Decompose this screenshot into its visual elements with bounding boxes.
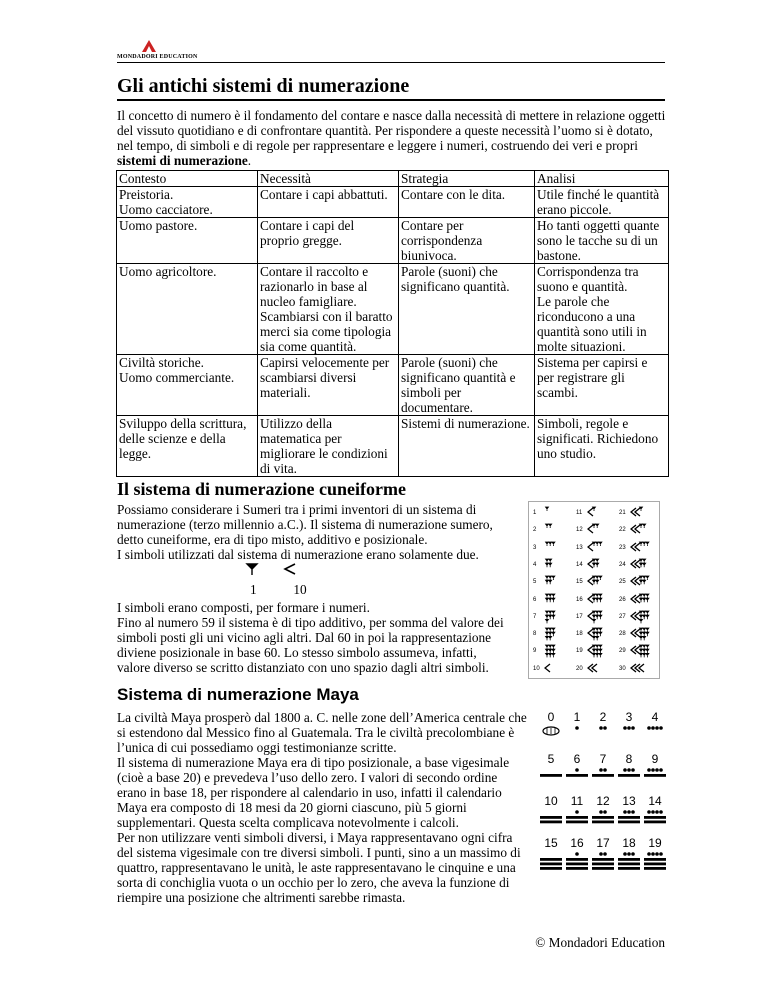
maya-numeral	[590, 836, 616, 876]
cuneiform-number	[576, 610, 616, 624]
cuneiform-para2: I simboli erano composti, per formare i numeri. Fino al numero 59 il sistema è di tipo additivo, per somma del valore dei simboli posti gli uni vicino agli altri. Dal 60 in poi la rappresentazione diviene posizionale in base 60. Lo stesso simbolo assumeva, infatti, valore diverso se scritto distanziato con uno spazio dagli altri simboli.	[117, 600, 504, 675]
maya-glyph-icon	[616, 809, 642, 833]
table-header-cell: Strategia	[399, 171, 535, 187]
publisher-logo	[117, 40, 198, 62]
table-header-cell: Contesto	[117, 171, 258, 187]
maya-numeral-label: 0	[547, 710, 555, 724]
maya-numerals-grid	[538, 710, 668, 870]
table-cell: Contare con le dita.	[399, 187, 535, 218]
cuneiform-symbol-icons	[245, 562, 305, 576]
cuneiform-number-label: 20	[576, 665, 583, 672]
cuneiform-glyph-icon	[630, 627, 658, 641]
table-row	[117, 416, 669, 477]
table-cell: Sviluppo della scrittura, delle scienze e della legge.	[117, 416, 258, 477]
cuneiform-glyph-icon	[630, 662, 658, 676]
maya-numeral	[590, 794, 616, 834]
cuneiform-number	[619, 627, 659, 641]
cuneiform-number-label: 26	[619, 596, 626, 603]
cuneiform-glyph-icon	[544, 662, 572, 676]
cuneiform-glyph-icon	[587, 610, 615, 624]
cuneiform-glyph-icon	[587, 558, 615, 572]
cuneiform-number	[619, 593, 659, 607]
maya-glyph-icon	[616, 725, 642, 749]
cuneiform-number-label: 6	[533, 596, 537, 603]
table-header-cell: Necessità	[258, 171, 399, 187]
table-cell: Parole (suoni) che significano quantità.	[399, 264, 535, 355]
cuneiform-number-label: 19	[576, 648, 583, 655]
cuneiform-number	[619, 644, 659, 658]
maya-heading: Sistema di numerazione Maya	[117, 685, 359, 704]
cuneiform-number-label: 5	[533, 579, 537, 586]
cuneiform-number-label: 24	[619, 561, 626, 568]
cuneiform-glyph-icon	[544, 593, 572, 607]
table-cell: Sistemi di numerazione.	[399, 416, 535, 477]
table-header-cell: Analisi	[535, 171, 669, 187]
maya-glyph-icon	[590, 851, 616, 875]
table-cell: Parole (suoni) che significano quantità e simboli per documentare.	[399, 355, 535, 416]
maya-numeral-label: 15	[544, 836, 558, 850]
table-cell: Preistoria. Uomo cacciatore.	[117, 187, 258, 218]
maya-glyph-icon	[616, 851, 642, 875]
cuneiform-number	[619, 610, 659, 624]
table-row	[117, 218, 669, 264]
table-cell: Civiltà storiche. Uomo commerciante.	[117, 355, 258, 416]
page-title: Gli antichi sistemi di numerazione	[117, 75, 410, 97]
cuneiform-number	[619, 558, 659, 572]
cuneiform-glyph-icon	[587, 593, 615, 607]
cuneiform-number	[533, 558, 573, 572]
cuneiform-glyph-icon	[587, 506, 615, 520]
maya-glyph-icon	[616, 767, 642, 791]
table-cell: Utilizzo della matematica per migliorare le condizioni di vita.	[258, 416, 399, 477]
cuneiform-number-label: 30	[619, 665, 626, 672]
cuneiform-number-label: 15	[576, 579, 583, 586]
intro-bold: sistemi di numerazione	[117, 153, 248, 168]
cuneiform-number	[533, 662, 573, 676]
cuneiform-number-label: 9	[533, 648, 537, 655]
maya-numeral-label: 3	[625, 710, 633, 724]
maya-numeral-label: 1	[573, 710, 581, 724]
cuneiform-number-label: 22	[619, 527, 626, 534]
cuneiform-glyph-icon	[630, 558, 658, 572]
maya-glyph-icon	[538, 725, 564, 749]
cuneiform-number-label: 29	[619, 648, 626, 655]
cuneiform-glyph-icon	[630, 610, 658, 624]
cuneiform-glyph-icon	[587, 627, 615, 641]
cuneiform-number	[533, 627, 573, 641]
cuneiform-number-label: 16	[576, 596, 583, 603]
maya-glyph-icon	[590, 809, 616, 833]
cuneiform-number-label: 8	[533, 631, 537, 638]
cuneiform-number	[576, 662, 616, 676]
maya-numeral	[616, 794, 642, 834]
maya-numeral-label: 5	[547, 752, 555, 766]
maya-numeral	[564, 836, 590, 876]
cuneiform-number	[576, 575, 616, 589]
table-row	[117, 187, 669, 218]
cuneiform-glyph-icon	[630, 593, 658, 607]
logo-a-icon	[142, 40, 156, 52]
cuneiform-glyph-icon	[630, 575, 658, 589]
title-rule	[117, 99, 665, 101]
maya-numeral-label: 18	[622, 836, 636, 850]
maya-numeral-label: 9	[651, 752, 659, 766]
cuneiform-glyph-icon	[544, 627, 572, 641]
cuneiform-number-label: 28	[619, 631, 626, 638]
maya-numeral-label: 10	[544, 794, 558, 808]
cuneiform-number	[576, 593, 616, 607]
value-one: 1	[250, 582, 257, 597]
maya-glyph-icon	[538, 809, 564, 833]
cuneiform-glyph-icon	[587, 541, 615, 555]
table-cell: Contare i capi abbattuti.	[258, 187, 399, 218]
table-header-row	[117, 171, 669, 187]
maya-numeral	[642, 836, 668, 876]
maya-numeral-label: 8	[625, 752, 633, 766]
maya-glyph-icon	[642, 767, 668, 791]
cuneiform-values	[250, 582, 307, 598]
maya-numeral	[642, 710, 668, 750]
cuneiform-glyph-icon	[587, 644, 615, 658]
maya-numeral-label: 4	[651, 710, 659, 724]
maya-numeral	[538, 794, 564, 834]
maya-numeral	[538, 836, 564, 876]
cuneiform-glyph-icon	[587, 662, 615, 676]
maya-paragraph: La civiltà Maya prosperò dal 1800 a. C. nelle zone dell’America centrale che si estendono dal Messico fino al Guatemala. Tra le civiltà precolombiane è l’unica di cui possediamo oggi testimonianze scritte. Il sistema di numerazione Maya era di tipo posizionale, a base vigesimale (cioè a base 20) e prevedeva l’uso dello zero. I valori di secondo ordine erano in base 18, per rispondere al calendario in uso, infatti il calendario Maya era composto di 18 mesi da 20 giorni ciascuno, più 5 giorni supplementari. Questa scelta complicava notevolmente i calcoli. Per non utilizzare venti simboli diversi, i Maya rappresentavano ogni cifra del sistema vigesimale con tre diversi simboli. I punti, sino a un massimo di quattro, rappresentavano le unità, le aste rappresentavano le cinquine e una sorta di conchiglia vuota o un occhio per lo zero, che aveva la funzione di riempire una posizione che altrimenti sarebbe rimasta.	[117, 710, 527, 905]
cuneiform-para1: Possiamo considerare i Sumeri tra i primi inventori di un sistema di numerazione (terzo millennio a.C.). Il sistema di numerazione sumero, detto cuneiforme, era di tipo misto, additivo e posizionale. I simboli utilizzati dal sistema di numerazione erano solamente due.	[117, 502, 493, 562]
table-row	[117, 264, 669, 355]
maya-numeral	[564, 710, 590, 750]
cuneiform-number-label: 25	[619, 579, 626, 586]
maya-numeral	[538, 752, 564, 792]
maya-numeral	[642, 794, 668, 834]
comparison-table	[116, 170, 669, 477]
intro-end: .	[247, 153, 252, 168]
table-cell: Contare il raccolto e razionarlo in base al nucleo famigliare. Scambiarsi con il baratto merci sia come tipologia sia come quantità.	[258, 264, 399, 355]
maya-numeral	[616, 836, 642, 876]
cuneiform-number-label: 7	[533, 613, 537, 620]
cuneiform-number	[576, 523, 616, 537]
maya-glyph-icon	[538, 767, 564, 791]
copyright: © Mondadori Education	[535, 935, 665, 950]
cuneiform-number-label: 2	[533, 527, 537, 534]
cuneiform-glyph-icon	[630, 523, 658, 537]
cuneiform-number	[533, 523, 573, 537]
maya-numeral	[616, 710, 642, 750]
maya-glyph-icon	[564, 725, 590, 749]
value-ten: 10	[293, 582, 307, 597]
cuneiform-number	[619, 541, 659, 555]
cuneiform-number-label: 18	[576, 631, 583, 638]
cuneiform-number	[619, 506, 659, 520]
cuneiform-glyph-icon	[544, 644, 572, 658]
maya-numeral-label: 16	[570, 836, 584, 850]
cuneiform-number	[576, 506, 616, 520]
table-cell: Sistema per capirsi e per registrare gli scambi.	[535, 355, 669, 416]
cuneiform-number-label: 3	[533, 544, 537, 551]
table-cell: Capirsi velocemente per scambiarsi diversi materiali.	[258, 355, 399, 416]
maya-numeral	[590, 710, 616, 750]
cuneiform-number	[619, 575, 659, 589]
cuneiform-symbols	[245, 562, 305, 581]
table-cell: Contare i capi del proprio gregge.	[258, 218, 399, 264]
maya-glyph-icon	[564, 851, 590, 875]
cuneiform-number-label: 27	[619, 613, 626, 620]
cuneiform-glyph-icon	[544, 506, 572, 520]
cuneiform-number-label: 4	[533, 561, 537, 568]
table-cell: Uomo agricoltore.	[117, 264, 258, 355]
cuneiform-glyph-icon	[630, 541, 658, 555]
cuneiform-glyph-icon	[587, 575, 615, 589]
cuneiform-number	[576, 558, 616, 572]
cuneiform-glyph-icon	[630, 644, 658, 658]
cuneiform-glyph-icon	[544, 610, 572, 624]
maya-numeral-label: 13	[622, 794, 636, 808]
maya-numeral	[590, 752, 616, 792]
cuneiform-number-label: 13	[576, 544, 583, 551]
cuneiform-glyph-icon	[544, 575, 572, 589]
maya-numeral-label: 14	[648, 794, 662, 808]
maya-numeral-label: 19	[648, 836, 662, 850]
maya-numeral-label: 11	[570, 794, 584, 808]
header-rule	[117, 62, 665, 63]
maya-numeral-label: 12	[596, 794, 610, 808]
maya-numeral	[564, 752, 590, 792]
maya-glyph-icon	[642, 725, 668, 749]
table-cell: Uomo pastore.	[117, 218, 258, 264]
cuneiform-number	[619, 662, 659, 676]
maya-glyph-icon	[564, 809, 590, 833]
cuneiform-glyph-icon	[544, 558, 572, 572]
cuneiform-glyph-icon	[630, 506, 658, 520]
cuneiform-number-label: 17	[576, 613, 583, 620]
maya-numeral-label: 7	[599, 752, 607, 766]
cuneiform-number-label: 21	[619, 510, 626, 516]
cuneiform-heading: Il sistema di numerazione cuneiforme	[117, 479, 406, 499]
cuneiform-number	[576, 627, 616, 641]
cuneiform-number	[533, 575, 573, 589]
maya-numeral-label: 6	[573, 752, 581, 766]
publisher-name: MONDADORI EDUCATION	[117, 54, 198, 60]
cuneiform-number	[619, 523, 659, 537]
table-cell: Simboli, regole e significati. Richiedono uno studio.	[535, 416, 669, 477]
maya-glyph-icon	[538, 851, 564, 875]
cuneiform-table	[528, 501, 660, 679]
maya-numeral	[642, 752, 668, 792]
maya-numeral-label: 2	[599, 710, 607, 724]
maya-glyph-icon	[590, 725, 616, 749]
intro-paragraph	[117, 108, 669, 168]
cuneiform-number-label: 11	[576, 510, 583, 516]
maya-glyph-icon	[564, 767, 590, 791]
cuneiform-number	[576, 541, 616, 555]
maya-numeral-label: 17	[596, 836, 610, 850]
cuneiform-number-label: 14	[576, 561, 583, 568]
maya-numeral	[564, 794, 590, 834]
table-cell: Ho tanti oggetti quante sono le tacche su di un bastone.	[535, 218, 669, 264]
cuneiform-number	[533, 541, 573, 555]
cuneiform-glyph-icon	[544, 541, 572, 555]
cuneiform-number-label: 12	[576, 527, 583, 534]
cuneiform-number-label: 1	[533, 510, 537, 516]
maya-glyph-icon	[642, 851, 668, 875]
table-cell: Corrispondenza tra suono e quantità. Le parole che riconducono a una quantità sono utili in molte situazioni.	[535, 264, 669, 355]
cuneiform-number-label: 23	[619, 544, 626, 551]
intro-text: Il concetto di numero è il fondamento del contare e nasce dalla necessità di mettere in relazione oggetti del vissuto quotidiano e di confrontare quantità. Per rispondere a queste necessità l’uomo si è dotato, nel tempo, di simboli e di regole per rappresentare e leggere i numeri, costruendo dei veri e propri	[117, 108, 666, 153]
maya-glyph-icon	[642, 809, 668, 833]
maya-numeral	[616, 752, 642, 792]
cuneiform-number	[576, 644, 616, 658]
cuneiform-glyph-icon	[587, 523, 615, 537]
maya-glyph-icon	[590, 767, 616, 791]
table-cell: Utile finché le quantità erano piccole.	[535, 187, 669, 218]
cuneiform-glyph-icon	[544, 523, 572, 537]
cuneiform-number	[533, 644, 573, 658]
table-row	[117, 355, 669, 416]
cuneiform-number	[533, 593, 573, 607]
cuneiform-number	[533, 506, 573, 520]
cuneiform-number-label: 10	[533, 665, 540, 672]
cuneiform-number	[533, 610, 573, 624]
maya-numeral	[538, 710, 564, 750]
table-cell: Contare per corrispondenza biunivoca.	[399, 218, 535, 264]
